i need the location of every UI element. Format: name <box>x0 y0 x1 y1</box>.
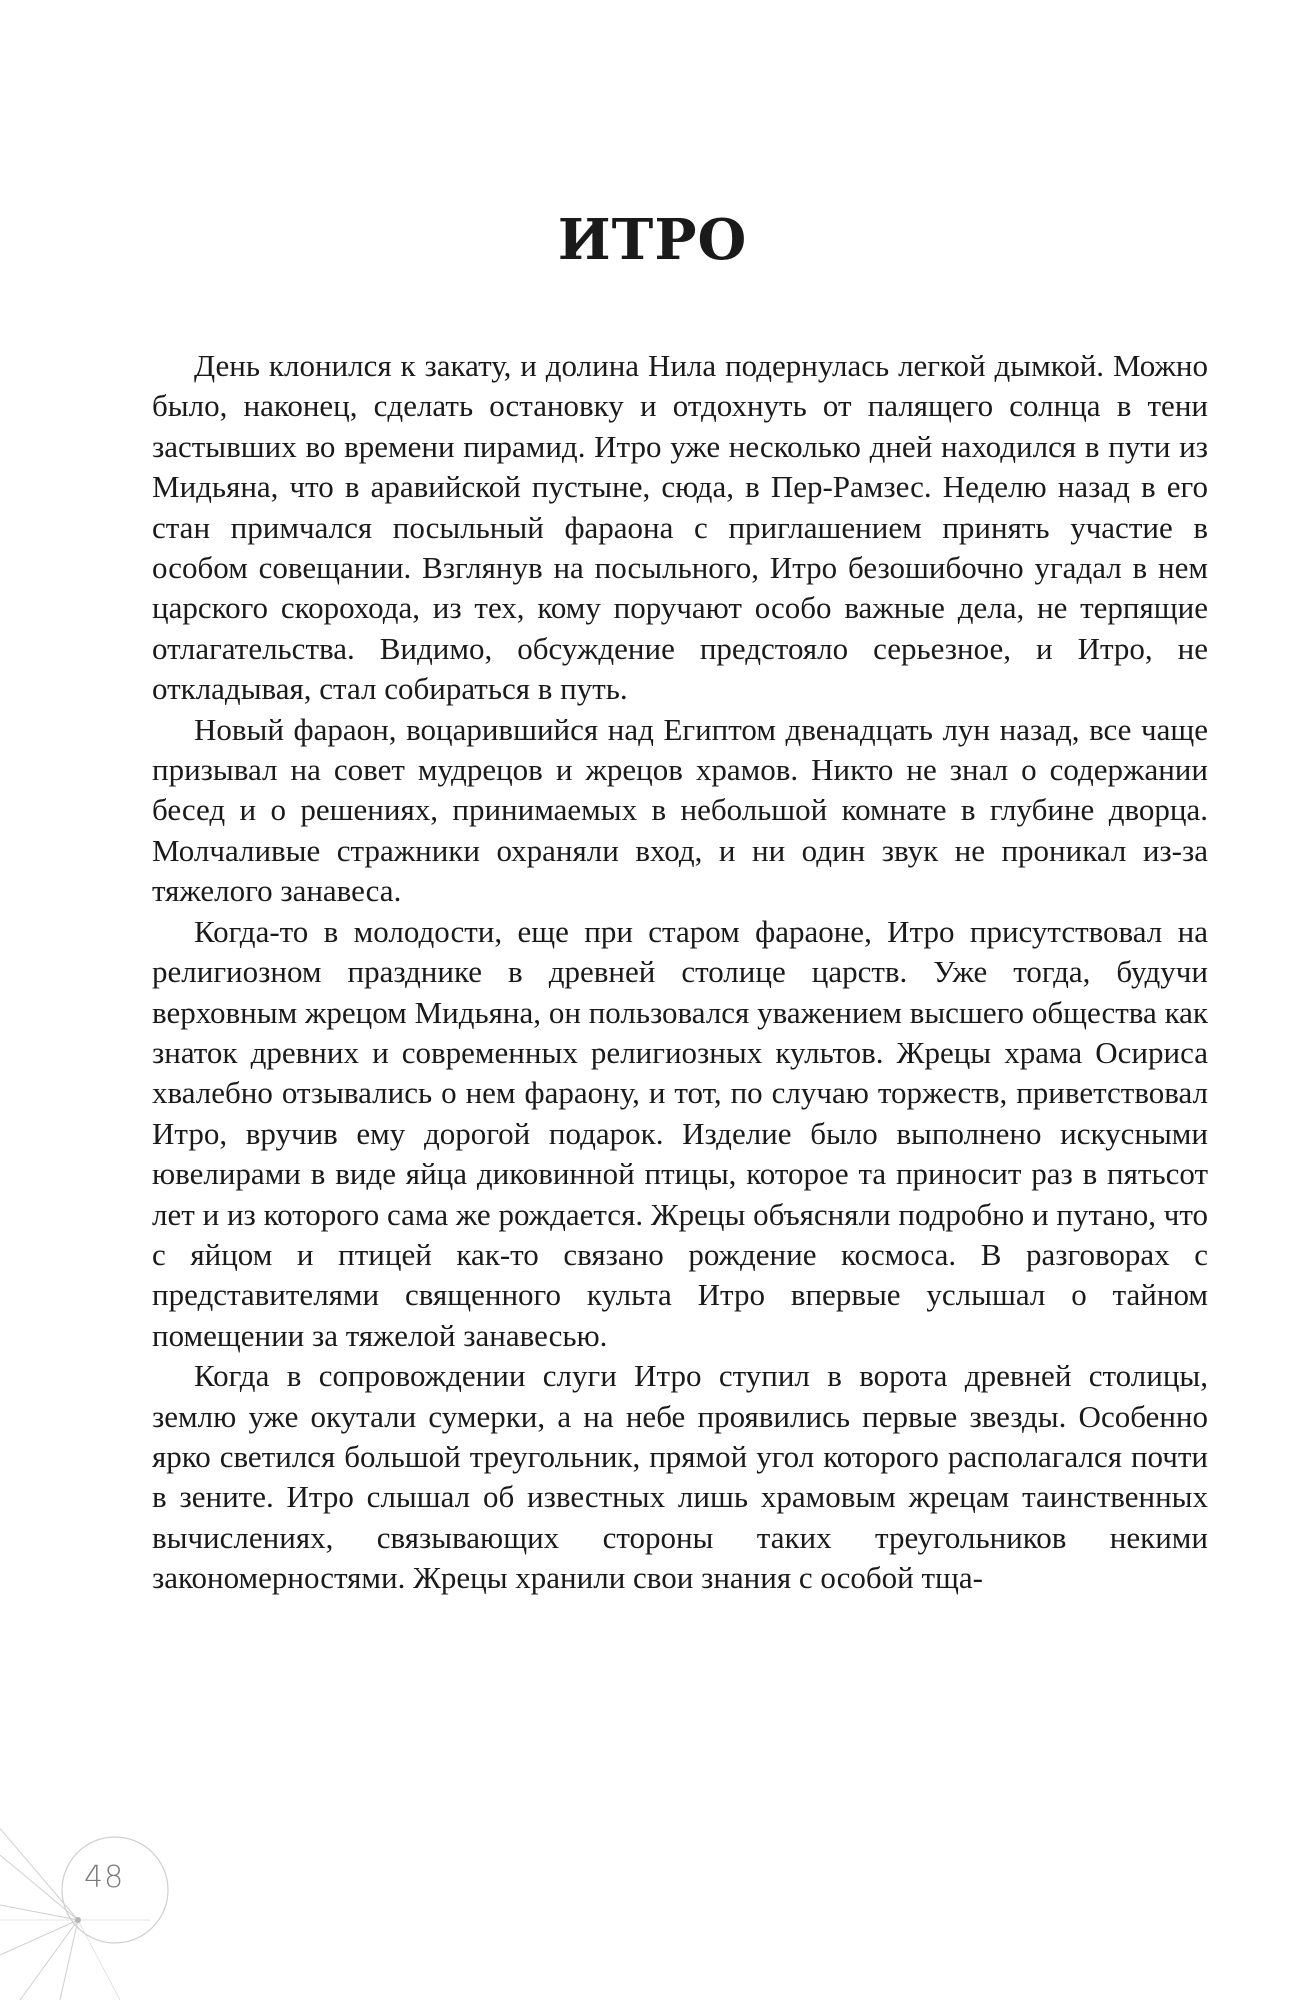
page-number: 48 <box>84 1860 125 1895</box>
chapter-title: ИТРО <box>557 207 748 273</box>
paragraph: Новый фараон, воцарившийся над Египтом двенадцать лун назад, все чаще призывал на совет мудрецов и жрецов храмов. Никто не знал о содержании бесед и о решениях, принимаемых в небольшой комнате в глубине дворца. Молчаливые стражники охраняли вход, и ни один звук не проникал из-за тяжелого занавеса. <box>152 711 1208 909</box>
geometric-ornament-icon <box>0 1795 190 2000</box>
paragraph: День клонился к закату, и долина Нила подернулась легкой дымкой. Можно было, наконец, сделать остановку и отдохнуть от палящего солнца в тени застывших во времени пирамид. Итро уже несколько дней находился в пути из Мидьяна, что в аравийской пустыне, сюда, в Пер-Рамзес. Неделю назад в его стан примчался посыльный фараона с приглашением принять участие в особом совещании. Взглянув на посыльного, Итро безошибочно угадал в нем царского скорохода, из тех, кому поручают особо важные дела, не терпящие отлагательства. Видимо, обсуждение предстояло серьезное, и Итро, не откладывая, стал собираться в путь. <box>152 348 1208 707</box>
paragraph: Когда в сопровождении слуги Итро ступил в ворота древней столицы, землю уже окутали сумерки, а на небе проявились первые звезды. Особенно ярко светился большой треугольник, прямой угол которого располагался почти в зените. Итро слышал об известных лишь храмовым жрецам таинственных вычислениях, связывающих стороны таких треугольников некими закономерностями. Жрецы хранили свои знания с особой тща- <box>152 1358 1208 1596</box>
paragraph: Когда-то в молодости, еще при старом фараоне, Итро присутствовал на религиозном празднике в древней столице царств. Уже тогда, будучи верховным жрецом Мидьяна, он пользовался уважением высшего общества как знаток древних и современных религиозных культов. Жрецы храма Осириса хвалебно отзывались о нем фараону, и тот, по случаю торжеств, приветствовал Итро, вручив ему дорогой подарок. Изделие было выполнено искусными ювелирами в виде яйца диковинной птицы, которое та приносит раз в пятьсот лет и из которого сама же рождается. Жрецы объясняли подробно и путано, что с яйцом и птицей как-то связано рождение космоса. В разговорах с представителями священного культа Итро впервые услышал о тайном помещении за тяжелой занавесью. <box>152 913 1208 1353</box>
chapter-body <box>152 346 1208 1599</box>
